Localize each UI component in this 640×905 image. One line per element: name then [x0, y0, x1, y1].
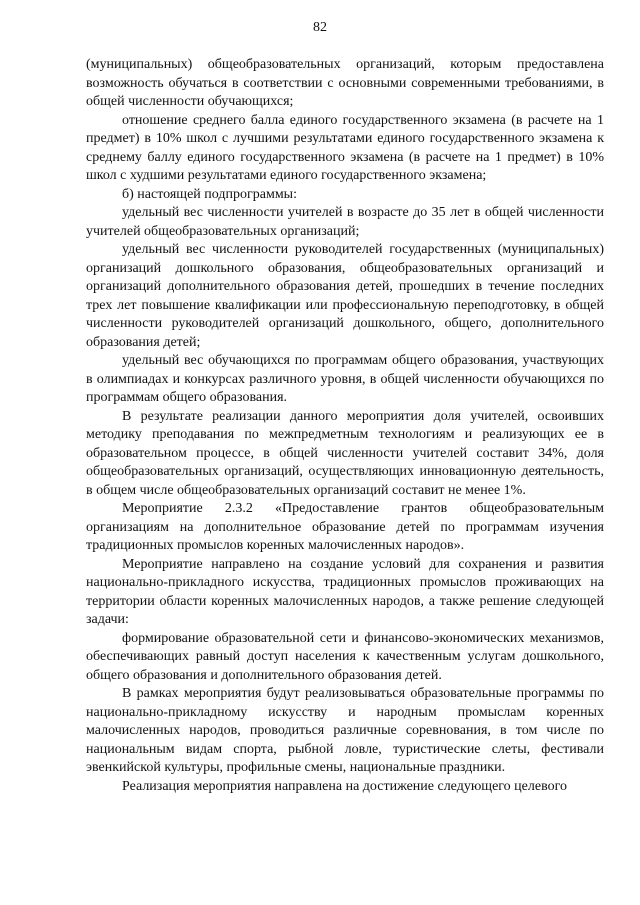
paragraph-event-purpose: Мероприятие направлено на создание условий для сохранения и развития национально-прикладного искусства, традиционных промыслов проживающих на территории области коренных малочисленных народов, а также решение следующей задачи: — [86, 556, 604, 627]
paragraph-event-2-3-2-title: Мероприятие 2.3.2 «Предоставление грантов общеобразовательным организациям на дополнительное образование детей по программам изучения традиционных промыслов коренных малочисленных народов». — [86, 501, 604, 553]
paragraph-managers-training-share: удельный вес численности руководителей государственных (муниципальных) организаций дошкольного образования, общеобразовательных организаций и организаций дополнительного образования детей, прошедших в течение последних трех лет повышение квалификации или профессиональную переподготовку, в общей численности руководителей организаций дошкольного, общего, дополнительного образования детей; — [86, 242, 604, 350]
paragraph-olympiad-participants-share: удельный вес обучающихся по программам общего образования, участвующих в олимпиадах и конкурсах различного уровня, в общей численности обучающихся по программам общего образования. — [86, 353, 604, 405]
page-body — [86, 56, 604, 796]
paragraph-event-results: В результате реализации данного мероприятия доля учителей, освоивших методику преподавания по межпредметным технологиям и реализующих ее в образовательном процессе, в общей численности учителей составит 34%, доля общеобразовательных организаций, осуществляющих инновационную деятельность, в общем числе общеобразовательных организаций составит не менее 1%. — [86, 408, 604, 498]
paragraph-exam-score-ratio: отношение среднего балла единого государственного экзамена (в расчете на 1 предмет) в 10% школ с лучшими результатами единого государственного экзамена к среднему баллу единого государственного экзамена (в расчете на 1 предмет) в 10% школ с худшими результатами единого государственного экзамена; — [86, 112, 604, 183]
paragraph-young-teachers-share: удельный вес численности учителей в возрасте до 35 лет в общей численности учителей общеобразовательных организаций; — [86, 205, 604, 239]
paragraph-event-programs: В рамках мероприятия будут реализовываться образовательные программы по национально-прикладному искусству и народным промыслам коренных малочисленных народов, проводиться различные соревнования, в том числе по национальным видам спорта, рыбной ловле, туристические слеты, фестивали эвенкийской культуры, профильные смены, национальные праздники. — [86, 686, 604, 775]
page-number: 82 — [313, 20, 327, 35]
paragraph-task-description: формирование образовательной сети и финансово-экономических механизмов, обеспечивающих равный доступ населения к качественным услугам дошкольного, общего образования и дополнительного образования детей. — [86, 630, 604, 683]
paragraph-municipal-organizations: (муниципальных) общеобразовательных организаций, которым предоставлена возможность обучаться в соответствии с основными современными требованиями, в общей численности обучающихся; — [86, 57, 604, 109]
paragraph-subprogram-heading: б) настоящей подпрограммы: — [122, 186, 297, 202]
paragraph-target-indicator-lead: Реализация мероприятия направлена на достижение следующего целевого — [122, 778, 567, 794]
